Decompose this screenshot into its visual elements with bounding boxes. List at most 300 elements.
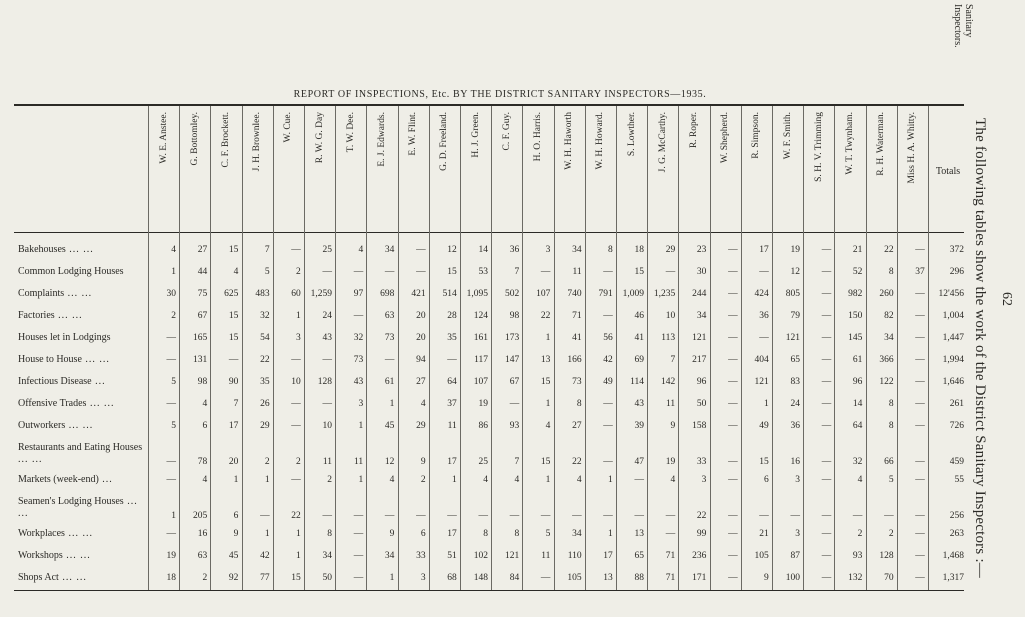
inspector-column-header bbox=[210, 112, 241, 228]
table-cell: 51 bbox=[447, 551, 457, 561]
row-total: 55 bbox=[954, 475, 964, 485]
table-cell: — bbox=[384, 355, 395, 365]
row-label-text: Common Lodging Houses bbox=[18, 266, 124, 277]
table-cell: 1 bbox=[233, 475, 239, 485]
table-cell: 6 bbox=[233, 511, 239, 521]
table-cell: 43 bbox=[353, 377, 364, 387]
table-cell: 147 bbox=[504, 355, 520, 365]
table-cell: 17 bbox=[228, 421, 239, 431]
table-cell: 4 bbox=[202, 399, 208, 409]
table-cell: 45 bbox=[384, 421, 395, 431]
inspector-name: E. W. Flint. bbox=[408, 112, 419, 156]
table-cell: 3 bbox=[795, 475, 800, 485]
table-cell: 2 bbox=[327, 475, 332, 485]
table-cell: 78 bbox=[197, 457, 208, 467]
table-cell: 121 bbox=[754, 377, 769, 387]
table-cell: — bbox=[509, 511, 520, 521]
table-cell: 98 bbox=[509, 311, 520, 321]
table-cell: 483 bbox=[255, 289, 270, 299]
row-label-leader: ... ... bbox=[86, 398, 115, 409]
table-cell: — bbox=[353, 529, 364, 539]
table-cell: 30 bbox=[166, 289, 176, 299]
table-cell: — bbox=[416, 267, 426, 277]
row-label bbox=[18, 550, 148, 562]
inspector-column-header bbox=[304, 112, 335, 228]
table-cell: — bbox=[728, 551, 738, 561]
table-cell: 625 bbox=[224, 289, 239, 299]
table-cell: 16 bbox=[790, 457, 800, 467]
row-label-leader: ... bbox=[91, 376, 106, 387]
table-cell: 171 bbox=[692, 573, 707, 583]
table-cell: — bbox=[322, 399, 332, 409]
table-cell: 1 bbox=[764, 399, 769, 409]
inspector-column-header bbox=[772, 112, 803, 228]
table-cell: 84 bbox=[509, 573, 520, 583]
table-cell: 43 bbox=[634, 399, 644, 409]
table-bottom-rule bbox=[14, 590, 964, 591]
table-cell: 142 bbox=[660, 377, 676, 387]
table-cell: 2 bbox=[296, 267, 301, 277]
table-cell: 49 bbox=[603, 377, 613, 387]
table-cell: 2 bbox=[857, 529, 863, 539]
table-cell: 166 bbox=[567, 355, 582, 365]
table-cell: 11 bbox=[354, 457, 364, 467]
table-cell: — bbox=[728, 311, 738, 321]
table-cell: — bbox=[260, 511, 270, 521]
table-cell: 5 bbox=[545, 529, 551, 539]
table-cell: 260 bbox=[879, 289, 894, 299]
table-cell: 15 bbox=[228, 333, 239, 343]
table-cell: — bbox=[353, 311, 364, 321]
table-cell: 16 bbox=[197, 529, 208, 539]
inspector-name: S. H. V. Trimming bbox=[813, 112, 824, 182]
table-cell: 1,095 bbox=[466, 289, 488, 299]
table-cell: 92 bbox=[228, 573, 239, 583]
table-cell: 7 bbox=[514, 457, 520, 467]
table-cell: 1 bbox=[296, 551, 301, 561]
table-cell: 6 bbox=[420, 529, 426, 539]
row-label bbox=[18, 496, 148, 520]
table-cell: 73 bbox=[572, 377, 582, 387]
table-cell: 11 bbox=[447, 421, 457, 431]
table-cell: 73 bbox=[384, 333, 395, 343]
table-cell: 8 bbox=[888, 399, 894, 409]
table-cell: — bbox=[166, 475, 176, 485]
inspector-name: W. F. Smith. bbox=[782, 112, 793, 160]
table-cell: — bbox=[728, 399, 738, 409]
table-cell: 23 bbox=[696, 245, 707, 255]
table-cell: 96 bbox=[852, 377, 863, 387]
table-cell: 36 bbox=[790, 421, 800, 431]
table-top-rule bbox=[14, 104, 964, 106]
inspector-column-header bbox=[710, 112, 741, 228]
inspector-name: T. W. Dee. bbox=[345, 112, 356, 153]
table-cell: 90 bbox=[228, 377, 239, 387]
row-label-leader: ... ... bbox=[58, 572, 87, 583]
table-cell: 63 bbox=[197, 551, 208, 561]
table-cell: 97 bbox=[353, 289, 364, 299]
table-cell: 15 bbox=[228, 311, 239, 321]
table-cell: 28 bbox=[447, 311, 457, 321]
table-cell: 64 bbox=[447, 377, 457, 387]
row-label-text: Workshops bbox=[18, 550, 63, 561]
table-cell: 11 bbox=[541, 551, 551, 561]
inspector-name: W. H. Haworth bbox=[564, 112, 575, 170]
table-cell: 33 bbox=[696, 457, 707, 467]
table-cell: 61 bbox=[384, 377, 395, 387]
row-label-text: Bakehouses bbox=[18, 244, 66, 255]
table-cell: 4 bbox=[202, 475, 208, 485]
table-cell: — bbox=[728, 245, 738, 255]
table-cell: 41 bbox=[572, 333, 582, 343]
table-cell: — bbox=[634, 511, 644, 521]
table-cell: 93 bbox=[509, 421, 520, 431]
table-cell: 73 bbox=[353, 355, 364, 365]
table-cell: 70 bbox=[884, 573, 894, 583]
table-cell: — bbox=[728, 377, 738, 387]
row-label-leader: ... ... bbox=[18, 496, 138, 519]
table-cell: — bbox=[291, 475, 301, 485]
row-label-text: Houses let in Lodgings bbox=[18, 332, 111, 343]
table-cell: 15 bbox=[540, 377, 551, 387]
table-cell: — bbox=[915, 475, 925, 485]
row-total: 372 bbox=[949, 245, 964, 255]
table-cell: — bbox=[353, 267, 364, 277]
table-cell: 2 bbox=[171, 311, 176, 321]
table-cell: — bbox=[634, 475, 644, 485]
table-cell: 19 bbox=[665, 457, 676, 467]
inspector-column-header bbox=[866, 112, 897, 228]
table-cell: 4 bbox=[358, 245, 364, 255]
table-cell: — bbox=[728, 421, 738, 431]
table-cell: — bbox=[821, 289, 832, 299]
inspector-name: H. O. Harris. bbox=[532, 112, 543, 162]
table-cell: 49 bbox=[759, 421, 769, 431]
row-total: 296 bbox=[949, 267, 964, 277]
row-label-leader: ... ... bbox=[62, 550, 91, 561]
table-cell: 8 bbox=[483, 529, 488, 539]
inspector-name: R. H. Waterman. bbox=[876, 112, 887, 176]
inspector-name: R. W. G. Day bbox=[314, 112, 325, 164]
table-cell: — bbox=[728, 267, 738, 277]
table-cell: 107 bbox=[473, 377, 488, 387]
table-cell: 50 bbox=[322, 573, 332, 583]
table-cell: — bbox=[821, 311, 832, 321]
table-cell: 3 bbox=[420, 573, 426, 583]
table-cell: 99 bbox=[696, 529, 707, 539]
table-cell: — bbox=[603, 267, 613, 277]
table-cell: 1 bbox=[264, 475, 270, 485]
table-cell: 20 bbox=[228, 457, 239, 467]
table-cell: 13 bbox=[603, 573, 613, 583]
inspector-name: G. D. Freeland. bbox=[439, 112, 450, 171]
table-cell: — bbox=[821, 421, 832, 431]
table-cell: 83 bbox=[790, 377, 800, 387]
table-cell: 150 bbox=[848, 311, 863, 321]
table-cell: 42 bbox=[260, 551, 270, 561]
inspector-column-header bbox=[741, 112, 772, 228]
table-cell: 18 bbox=[166, 573, 176, 583]
table-cell: — bbox=[353, 511, 364, 521]
table-cell: — bbox=[852, 511, 863, 521]
table-cell: — bbox=[322, 267, 332, 277]
table-cell: 67 bbox=[509, 377, 520, 387]
table-cell: 9 bbox=[764, 573, 769, 583]
table-cell: 1 bbox=[389, 573, 395, 583]
inspector-column-header bbox=[148, 112, 179, 228]
table-cell: 21 bbox=[852, 245, 863, 255]
table-cell: 128 bbox=[317, 377, 332, 387]
row-total: 726 bbox=[949, 421, 964, 431]
row-label-leader: ... bbox=[98, 474, 113, 485]
table-cell: 22 bbox=[572, 457, 582, 467]
table-cell: 26 bbox=[260, 399, 270, 409]
table-cell: 11 bbox=[322, 457, 332, 467]
table-cell: — bbox=[509, 399, 520, 409]
inspector-column-header bbox=[398, 112, 429, 228]
table-cell: 33 bbox=[416, 551, 426, 561]
table-cell: — bbox=[821, 267, 832, 277]
table-cell: 4 bbox=[576, 475, 582, 485]
table-cell: 8 bbox=[514, 529, 520, 539]
table-cell: 6 bbox=[764, 475, 769, 485]
table-cell: 173 bbox=[504, 333, 520, 343]
inspector-name: W. E. Anstee. bbox=[158, 112, 169, 164]
table-cell: — bbox=[915, 355, 925, 365]
inspector-column-header bbox=[616, 112, 647, 228]
table-cell: 4 bbox=[389, 475, 395, 485]
table-cell: 1 bbox=[452, 475, 457, 485]
table-cell: 4 bbox=[857, 475, 863, 485]
table-cell: — bbox=[291, 421, 301, 431]
table-cell: 424 bbox=[754, 289, 769, 299]
table-cell: — bbox=[915, 333, 925, 343]
table-cell: 121 bbox=[692, 333, 707, 343]
table-cell: 30 bbox=[696, 267, 707, 277]
row-label bbox=[18, 442, 148, 466]
row-label bbox=[18, 332, 148, 344]
table-cell: 68 bbox=[447, 573, 457, 583]
table-cell: — bbox=[915, 399, 925, 409]
table-cell: — bbox=[166, 529, 176, 539]
table-cell: — bbox=[821, 333, 832, 343]
table-cell: 514 bbox=[442, 289, 457, 299]
row-total: 1,468 bbox=[942, 551, 964, 561]
table-cell: 158 bbox=[692, 421, 707, 431]
table-cell: 87 bbox=[790, 551, 800, 561]
table-cell: 366 bbox=[879, 355, 894, 365]
table-cell: 22 bbox=[540, 311, 551, 321]
inspector-name: R. Roper. bbox=[688, 112, 699, 149]
table-cell: — bbox=[665, 267, 676, 277]
row-label bbox=[18, 398, 148, 410]
table-cell: 25 bbox=[322, 245, 332, 255]
row-label-text: House to House bbox=[18, 354, 82, 365]
table-cell: 34 bbox=[384, 245, 395, 255]
table-cell: 67 bbox=[197, 311, 208, 321]
inspector-name: W. Shepherd. bbox=[720, 112, 731, 164]
table-cell: 77 bbox=[260, 573, 270, 583]
table-cell: 56 bbox=[603, 333, 613, 343]
table-cell: 2 bbox=[420, 475, 426, 485]
table-cell: 4 bbox=[171, 245, 176, 255]
table-cell: 11 bbox=[572, 267, 582, 277]
table-cell: 7 bbox=[264, 245, 270, 255]
table-cell: 9 bbox=[420, 457, 426, 467]
inspector-name: R. Simpson. bbox=[751, 112, 762, 159]
inspector-name: C. F. Guy. bbox=[501, 112, 512, 151]
table-cell: 15 bbox=[540, 457, 551, 467]
table-cell: 131 bbox=[192, 355, 208, 365]
table-cell: 12 bbox=[790, 267, 800, 277]
inspector-column-header bbox=[897, 112, 928, 228]
table-cell: 805 bbox=[785, 289, 800, 299]
table-cell: 2 bbox=[888, 529, 894, 539]
table-cell: 34 bbox=[696, 311, 707, 321]
row-label-leader: ... ... bbox=[81, 354, 110, 365]
table-cell: 24 bbox=[322, 311, 332, 321]
table-cell: — bbox=[322, 511, 332, 521]
table-cell: — bbox=[603, 399, 613, 409]
table-cell: 236 bbox=[692, 551, 707, 561]
row-total: 263 bbox=[949, 529, 964, 539]
table-cell: 3 bbox=[545, 245, 551, 255]
totals-header: Totals bbox=[935, 166, 961, 177]
row-label bbox=[18, 474, 148, 486]
table-cell: 20 bbox=[416, 333, 426, 343]
table-cell: 122 bbox=[879, 377, 894, 387]
table-cell: — bbox=[821, 573, 832, 583]
table-cell: 19 bbox=[790, 245, 800, 255]
table-cell: — bbox=[384, 267, 395, 277]
table-cell: 75 bbox=[197, 289, 208, 299]
table-cell: — bbox=[821, 355, 832, 365]
table-cell: — bbox=[665, 511, 676, 521]
table-cell: 1 bbox=[358, 421, 364, 431]
table-cell: — bbox=[166, 355, 176, 365]
table-cell: 1,009 bbox=[622, 289, 644, 299]
row-label bbox=[18, 310, 148, 322]
table-cell: 148 bbox=[473, 573, 488, 583]
table-cell: — bbox=[416, 245, 426, 255]
table-cell: — bbox=[915, 289, 925, 299]
table-cell: 29 bbox=[665, 245, 676, 255]
table-cell: — bbox=[665, 529, 676, 539]
table-cell: 1 bbox=[545, 475, 551, 485]
inspector-column-header bbox=[834, 112, 865, 228]
row-label-text: Factories bbox=[18, 310, 55, 321]
row-label-text: Seamen's Lodging Houses bbox=[18, 496, 124, 507]
row-label bbox=[18, 266, 148, 278]
table-cell: 71 bbox=[665, 573, 676, 583]
table-cell: 66 bbox=[884, 457, 894, 467]
inspector-name: G. Bottomley. bbox=[189, 112, 200, 166]
table-cell: — bbox=[447, 511, 457, 521]
table-cell: — bbox=[384, 511, 395, 521]
table-cell: 88 bbox=[634, 573, 644, 583]
table-cell: 17 bbox=[759, 245, 769, 255]
table-cell: 22 bbox=[260, 355, 270, 365]
table-cell: 7 bbox=[670, 355, 676, 365]
table-cell: — bbox=[884, 511, 894, 521]
table-cell: 1 bbox=[264, 529, 270, 539]
table-cell: — bbox=[915, 457, 925, 467]
table-cell: — bbox=[540, 511, 551, 521]
table-cell: 15 bbox=[634, 267, 644, 277]
table-cell: 1 bbox=[608, 529, 613, 539]
side-header: Sanitary Inspectors. bbox=[952, 4, 974, 48]
table-cell: 13 bbox=[634, 529, 644, 539]
row-label-text: Offensive Trades bbox=[18, 398, 87, 409]
table-cell: 29 bbox=[260, 421, 270, 431]
table-cell: — bbox=[322, 355, 332, 365]
table-cell: 96 bbox=[696, 377, 707, 387]
table-cell: 20 bbox=[416, 311, 426, 321]
table-cell: 44 bbox=[197, 267, 208, 277]
row-label-text: Complaints bbox=[18, 288, 65, 299]
row-total: 1,646 bbox=[942, 377, 964, 387]
table-cell: 69 bbox=[634, 355, 644, 365]
table-cell: — bbox=[478, 511, 488, 521]
inspector-name: C. F. Brockett. bbox=[220, 112, 231, 168]
table-cell: — bbox=[728, 511, 738, 521]
table-cell: 46 bbox=[634, 311, 644, 321]
inspector-name: H. J. Green. bbox=[470, 112, 481, 158]
table-cell: 19 bbox=[166, 551, 176, 561]
table-cell: — bbox=[728, 529, 738, 539]
row-label bbox=[18, 572, 148, 584]
table-cell: 102 bbox=[473, 551, 488, 561]
table-cell: 17 bbox=[447, 529, 457, 539]
row-total: 256 bbox=[949, 511, 964, 521]
table-cell: 10 bbox=[665, 311, 676, 321]
table-cell: 7 bbox=[233, 399, 239, 409]
table-cell: 15 bbox=[291, 573, 301, 583]
table-cell: 4 bbox=[670, 475, 676, 485]
inspector-column-header bbox=[335, 112, 366, 228]
table-cell: 34 bbox=[322, 551, 332, 561]
table-cell: 22 bbox=[884, 245, 894, 255]
table-cell: 34 bbox=[884, 333, 894, 343]
table-cell: 205 bbox=[192, 511, 208, 521]
table-cell: — bbox=[821, 245, 832, 255]
table-cell: 8 bbox=[576, 399, 582, 409]
inspector-column-header bbox=[460, 112, 491, 228]
table-cell: 1 bbox=[358, 475, 364, 485]
table-cell: 145 bbox=[848, 333, 863, 343]
table-cell: 982 bbox=[848, 289, 863, 299]
table-cell: 2 bbox=[296, 457, 301, 467]
table-cell: 3 bbox=[358, 399, 364, 409]
table-header-rule bbox=[14, 232, 964, 233]
table-cell: 3 bbox=[701, 475, 707, 485]
table-cell: 21 bbox=[759, 529, 769, 539]
inspector-column-header bbox=[554, 112, 585, 228]
table-cell: 105 bbox=[754, 551, 769, 561]
row-total: 1,994 bbox=[942, 355, 964, 365]
table-cell: — bbox=[821, 511, 832, 521]
table-cell: 1 bbox=[296, 311, 301, 321]
table-cell: 42 bbox=[603, 355, 613, 365]
row-label-text: Infectious Disease bbox=[18, 376, 92, 387]
table-cell: 15 bbox=[228, 245, 239, 255]
row-label-text: Shops Act bbox=[18, 572, 59, 583]
table-cell: 9 bbox=[389, 529, 395, 539]
inspector-column-header bbox=[522, 112, 553, 228]
table-cell: 29 bbox=[416, 421, 426, 431]
report-title: REPORT OF INSPECTIONS, Etc. BY THE DISTRICT SANITARY INSPECTORS—1935. bbox=[293, 89, 707, 100]
table-cell: — bbox=[228, 355, 239, 365]
